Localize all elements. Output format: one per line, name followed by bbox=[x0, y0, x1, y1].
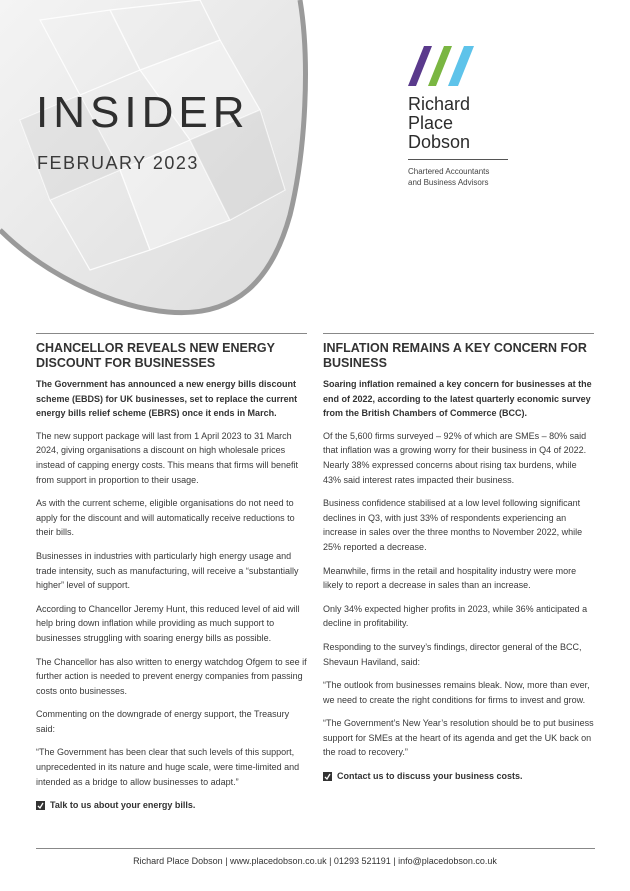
logo-tagline-line: Chartered Accountants bbox=[408, 167, 490, 176]
article-paragraph: Business confidence stabilised at a low level following significant declines in Q3, with just 33% of respondents experiencing an increase in sales over the three months to November 2022, while 25% reported a decrease. bbox=[323, 498, 583, 552]
company-logo bbox=[408, 46, 528, 188]
logo-tagline-line: and Business Advisors bbox=[408, 178, 489, 187]
logo-tagline bbox=[408, 166, 528, 188]
footer-contact: Richard Place Dobson | www.placedobson.co.uk | 01293 521191 | info@placedobson.co.uk bbox=[133, 856, 497, 866]
article-energy-discount bbox=[36, 333, 307, 813]
article-heading: INFLATION REMAINS A KEY CONCERN FOR BUSINESS bbox=[323, 341, 587, 370]
article-paragraph: As with the current scheme, eligible organisations do not need to apply for the discount and will automatically receive reductions to their bills. bbox=[36, 498, 295, 538]
article-lead: The Government has announced a new energy bills discount scheme (EBDS) for UK businesses, set to replace the current energy bills relief scheme (EBRS) once it ends in March. bbox=[36, 379, 298, 419]
cta-label: Talk to us about your energy bills. bbox=[50, 800, 196, 811]
newsletter-title: INSIDER bbox=[36, 88, 250, 137]
article-paragraph: The Chancellor has also written to energy watchdog Ofgem to see if further action is needed to prevent energy companies from passing costs onto businesses. bbox=[36, 656, 307, 696]
energy-bills-cta-link[interactable] bbox=[36, 798, 307, 813]
article-paragraph: Businesses in industries with particularly high energy usage and trade intensity, such as manufacturing, will receive a “substantially higher” level of support. bbox=[36, 550, 299, 591]
article-paragraph: Of the 5,600 firms surveyed – 92% of which are SMEs – 80% said that inflation was a growing worry for their business in Q4 of 2022. Nearly 38% expressed concerns about rising tax burdens, while 43% said interest rates impacted their business. bbox=[323, 430, 587, 485]
article-paragraph: “The Government’s New Year’s resolution should be to put business support for SMEs at the heart of its agenda and get the UK back on the road to recovery.” bbox=[323, 718, 594, 758]
logo-name-line: Place bbox=[408, 113, 454, 133]
article-inflation-concern bbox=[323, 333, 594, 784]
logo-name-line: Dobson bbox=[408, 132, 471, 152]
logo-name bbox=[408, 95, 528, 152]
footer-divider bbox=[36, 848, 595, 849]
article-paragraph: Commenting on the downgrade of energy support, the Treasury said: bbox=[36, 709, 290, 734]
article-lead: Soaring inflation remained a key concern for businesses at the end of 2022, according to the latest quarterly economic survey from the British Chambers of Commerce (BCC). bbox=[323, 379, 592, 419]
logo-stripes-icon bbox=[408, 46, 474, 86]
logo-name-line: Richard bbox=[408, 94, 471, 114]
article-paragraph: The new support package will last from 1 April 2023 to 31 March 2024, giving organisations a discount on high wholesale prices instead of capping energy costs. This means that firms will benefit from support in proportion to their usage. bbox=[36, 430, 298, 485]
issue-date: FEBRUARY 2023 bbox=[37, 153, 199, 173]
checkbox-arrow-icon bbox=[323, 772, 332, 781]
business-costs-cta-link[interactable] bbox=[323, 769, 594, 784]
article-paragraph: “The Government has been clear that such levels of this support, unprecedented in its nature and huge scale, were time-limited and intended as a bridge to allow businesses to adapt.” bbox=[36, 747, 300, 787]
cta-label: Contact us to discuss your business costs. bbox=[337, 771, 523, 782]
article-heading: CHANCELLOR REVEALS NEW ENERGY DISCOUNT FOR BUSINESSES bbox=[36, 341, 275, 370]
article-paragraph: According to Chancellor Jeremy Hunt, this reduced level of aid will help bring down inflation while providing as much support to businesses struggling with soaring energy bills as possible. bbox=[36, 603, 300, 643]
article-paragraph: “The outlook from businesses remains bleak. Now, more than ever, we need to create the right conditions for firms to invest and grow. bbox=[323, 680, 590, 705]
column-divider bbox=[36, 333, 307, 334]
column-divider bbox=[323, 333, 594, 334]
checkbox-arrow-icon bbox=[36, 801, 45, 810]
article-paragraph: Only 34% expected higher profits in 2023, while 36% anticipated a decline in profitability. bbox=[323, 603, 588, 629]
article-paragraph: Responding to the survey’s findings, director general of the BCC, Shevaun Haviland, said: bbox=[323, 641, 582, 667]
logo-divider bbox=[408, 159, 508, 160]
article-paragraph: Meanwhile, firms in the retail and hospitality industry were more likely to report a decrease in sales than an increase. bbox=[323, 565, 577, 591]
